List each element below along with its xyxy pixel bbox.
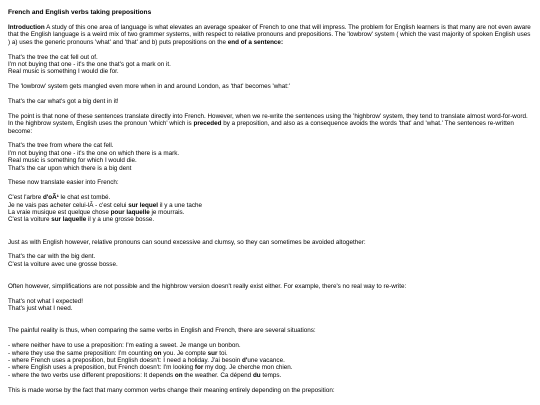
point-emphasis: preceded <box>193 120 222 128</box>
french-emphasis: sur laquelle <box>51 216 87 224</box>
french-line <box>8 194 532 201</box>
example-line: That's not what I expected! <box>8 297 84 305</box>
mangled-example: That's the car what's got a big dent in it! <box>8 98 119 106</box>
painful-paragraph: The painful reality is thus, when comparing the same verbs in English and French, there are several situations: <box>8 327 316 335</box>
situation-text: - where they use the same preposition: I'm counting <box>8 349 154 357</box>
situation-emphasis: on <box>153 349 162 357</box>
example-line: That's the car upon which there is a big dent <box>8 164 132 172</box>
situation-text: - where neither have to use a preposition: I'm eating a sweet. Je mange un bonbon. <box>8 342 241 350</box>
worse-paragraph: This is made worse by the fact that many common verbs change their meaning entirely depending on the preposition: <box>8 386 335 394</box>
intro-label: Introduction <box>8 24 45 31</box>
situation-text: you. Je compte <box>161 349 208 357</box>
example-line: I'm not buying that one - it's the one that's got a mark on it. <box>8 61 171 69</box>
situation-text: my dog. Je cherche mon chien. <box>203 364 293 372</box>
point-text-2: by a preposition, and also as a consequence avoids the words 'that' and 'what.' The sentences re-written become: <box>8 120 514 135</box>
french-text: Je ne vais pas acheter celui-lÃ - c'est celui <box>8 201 129 209</box>
example-line: Real music is something for which I would die. <box>8 157 137 165</box>
clumsy-examples <box>8 253 532 268</box>
french-text: La vraie musique est quelque chose <box>8 209 111 217</box>
lowbrow-examples <box>8 54 532 76</box>
example-line: That's the tree the cat fell out of. <box>8 53 98 61</box>
intro-emphasis: end of a sentence: <box>227 38 284 46</box>
situation-text: - where English uses a preposition, but French doesn't: I'm looking <box>8 364 195 372</box>
translate-intro: These now translate easier into French: <box>8 179 119 187</box>
situation-item <box>8 350 532 357</box>
french-line <box>8 202 532 209</box>
french-line <box>8 209 532 216</box>
french-emphasis: d'oÃ¹ <box>42 194 59 202</box>
situation-text: - where French uses a preposition, but English doesn't: I need a holiday. J'ai besoin <box>8 357 243 365</box>
situations-list <box>8 342 532 379</box>
situation-text: the weather. Ca dépend <box>182 371 253 379</box>
page-title: French and English verbs taking prepositions <box>8 9 152 16</box>
mangled-paragraph: The 'lowbrow' system gets mangled even more when in and around London, as 'that' becomes 'what:' <box>8 83 290 91</box>
french-emphasis: sur lequel <box>128 201 158 209</box>
french-emphasis: pour laquelle <box>110 209 150 217</box>
french-line <box>8 216 532 223</box>
situation-item <box>8 372 532 379</box>
situation-text: - where the two verbs use different prepositions: It depends <box>8 371 175 379</box>
french-text: il y a une tache <box>157 201 203 209</box>
french-text: il y a une grosse bosse. <box>86 216 155 224</box>
french-examples <box>8 194 532 224</box>
intro-text: A study of this one area of language is what elevates an average speaker of French to one that will impress. The problem for English learners is that many are not even aware that the English language is a weird mix of two grammer systems, with respect to relative pronouns and prepositions. The 'lowbrow' system ( which the vast majority of spoken English uses ) a) uses the generic pronouns 'what' and 'that' and b) puts prepositions on the <box>8 24 531 46</box>
example-line: That's just what I need. <box>8 305 73 313</box>
situation-emphasis: for <box>194 364 204 372</box>
situation-text: une vacance. <box>247 357 285 365</box>
situation-text: temps. <box>260 371 282 379</box>
often-paragraph: Often however, simplifications are not possible and the highbrow version doesn't really exist either. For example, there's no real way to re-write: <box>8 283 407 291</box>
highbrow-examples <box>8 142 532 172</box>
clumsy-paragraph: Just as with English however, relative pronouns can sound excessive and clumsy, so they can sometimes be avoided altogether: <box>8 238 366 246</box>
situation-text: toi. <box>217 349 228 357</box>
example-line: I'm not buying that one - it's the one on which there is a mark. <box>8 149 180 157</box>
often-examples <box>8 298 532 313</box>
french-text: C'est l'arbre <box>8 194 43 202</box>
situation-emphasis: du <box>252 371 261 379</box>
example-line: That's the tree from where the cat fell. <box>8 142 114 150</box>
french-text: je mourrais. <box>149 209 185 217</box>
point-paragraph <box>8 113 532 135</box>
example-line: C'est la voiture avec une grosse bosse. <box>8 260 118 268</box>
situation-item <box>8 357 532 364</box>
point-text-1: The point is that none of these sentences translate directly into French. However, when we re-write the sentences using the 'highbrow' system, they tend to translate almost word-for-word. In the highbrow system, English uses the pronoun 'which' which is <box>8 112 528 128</box>
situation-emphasis: d' <box>242 357 248 365</box>
situation-emphasis: sur <box>207 349 218 357</box>
french-text: le chat est tombé. <box>58 194 111 202</box>
example-line: That's the car with the big dent. <box>8 253 96 261</box>
situation-item <box>8 342 532 349</box>
situation-emphasis: on <box>174 371 183 379</box>
example-line: Real music is something I would die for. <box>8 68 119 76</box>
french-text: C'est la voiture <box>8 216 52 224</box>
intro-paragraph <box>8 24 532 46</box>
situation-item <box>8 364 532 371</box>
